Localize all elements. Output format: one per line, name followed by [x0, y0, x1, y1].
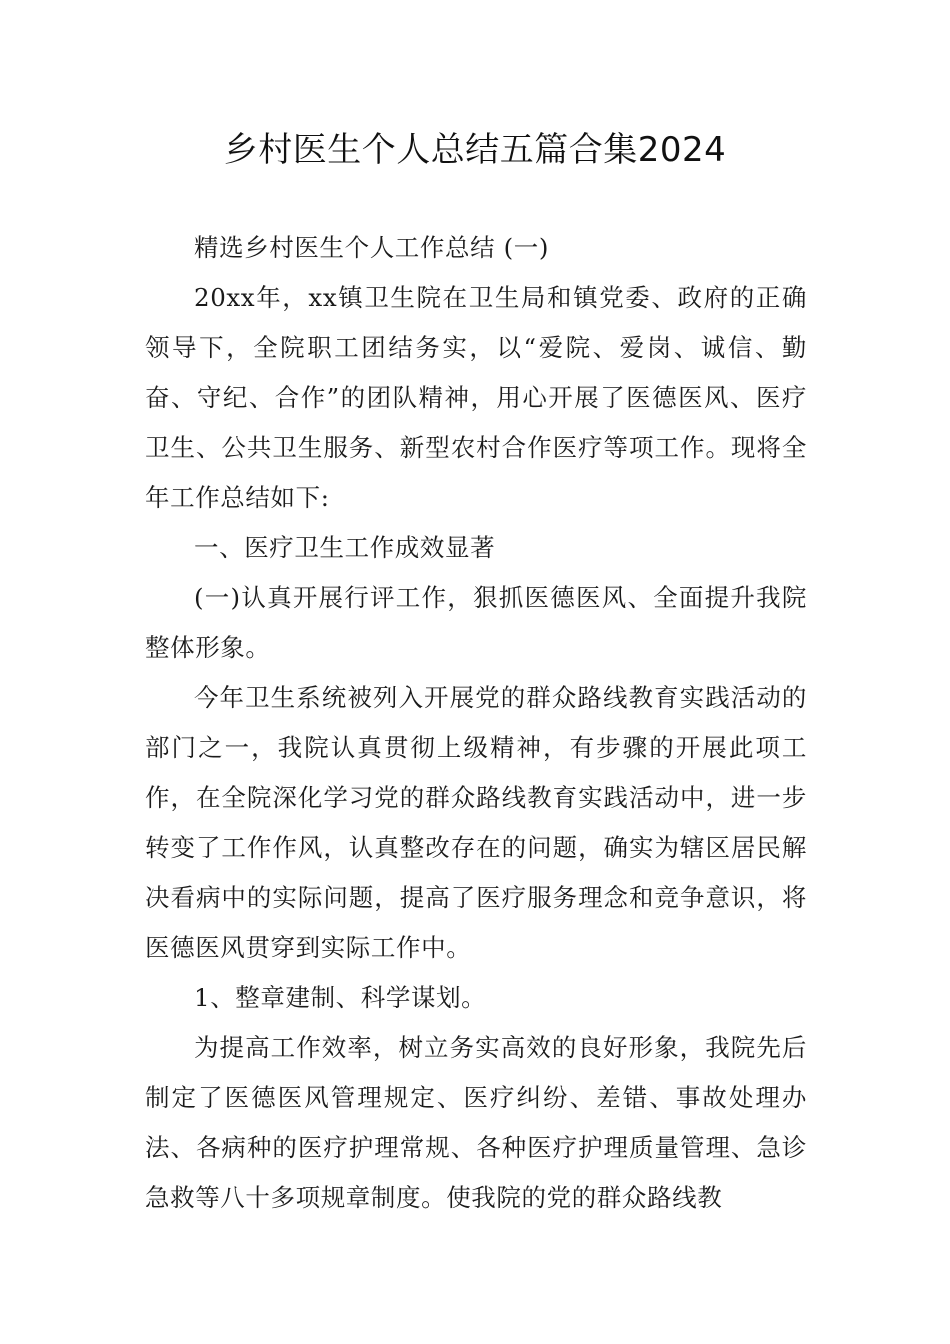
document-body: [145, 223, 807, 1223]
body-paragraph: 20xx年，xx镇卫生院在卫生局和镇党委、政府的正确领导下，全院职工团结务实，以“爱院、爱岗、诚信、勤奋、守纪、合作”的团队精神，用心开展了医德医风、医疗卫生、公共卫生服务、新型农村合作医疗等项工作。现将全年工作总结如下:: [145, 283, 807, 512]
subsection-heading: 1、整章建制、科学谋划。: [194, 983, 487, 1012]
body-paragraph: 今年卫生系统被列入开展党的群众路线教育实践活动的部门之一，我院认真贯彻上级精神，有步骤的开展此项工作，在全院深化学习党的群众路线教育实践活动中，进一步转变了工作作风，认真整改存在的问题，确实为辖区居民解决看病中的实际问题，提高了医疗服务理念和竞争意识，将医德医风贯穿到实际工作中。: [145, 683, 807, 962]
document-title: 乡村医生个人总结五篇合集2024: [223, 130, 727, 170]
body-paragraph: 为提高工作效率，树立务实高效的良好形象，我院先后制定了医德医风管理规定、医疗纠纷、差错、事故处理办法、各病种的医疗护理常规、各种医疗护理质量管理、急诊急救等八十多项规章制度。使我院的党的群众路线教: [145, 1033, 807, 1212]
subsection-heading: 一、医疗卫生工作成效显著: [194, 533, 496, 562]
section-heading-1: 精选乡村医生个人工作总结 (一): [194, 233, 550, 262]
subsection-heading: (一)认真开展行评工作，狠抓医德医风、全面提升我院整体形象。: [145, 583, 807, 662]
